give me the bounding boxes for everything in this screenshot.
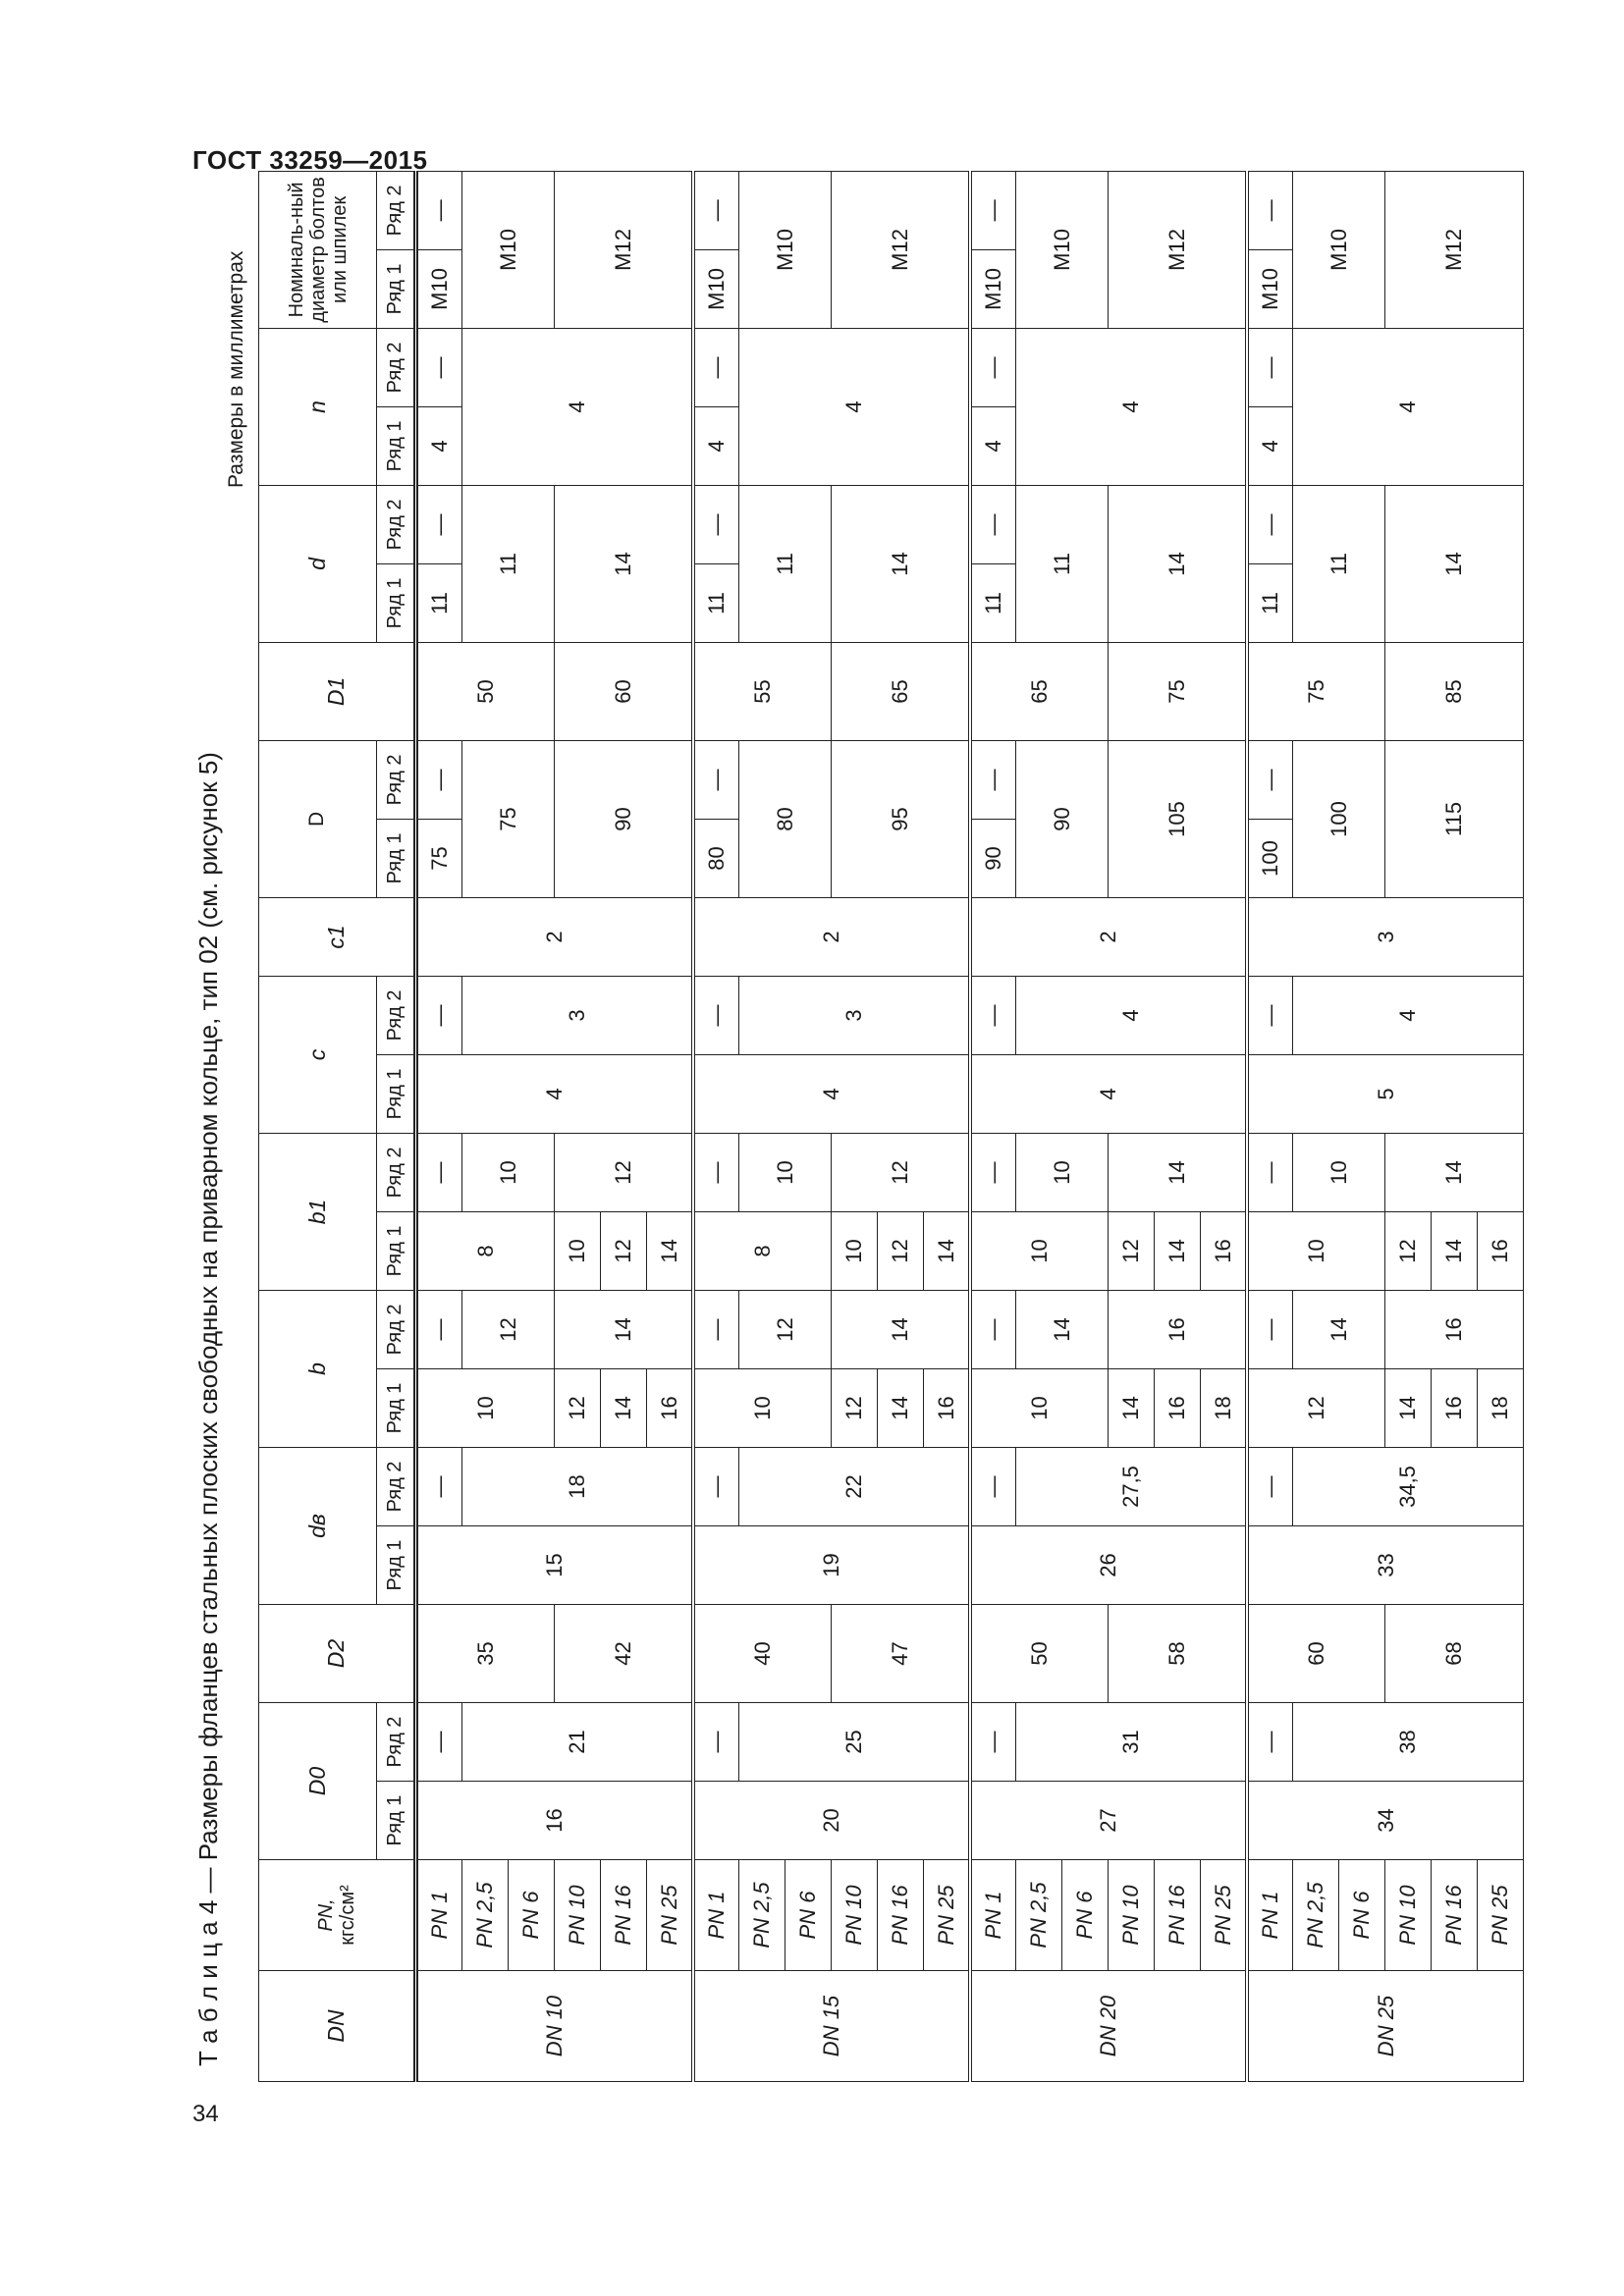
b1-ryad2-cell: 12 <box>555 1133 693 1211</box>
c-ryad1-cell: 4 <box>416 1054 693 1133</box>
d-ryad1-cell: 11 <box>1247 563 1293 642</box>
header-b: b <box>259 1290 377 1447</box>
d-ryad1-cell: 11 <box>693 563 739 642</box>
b1-ryad2: Ряд 2 <box>377 1133 416 1211</box>
header-d: d <box>259 485 377 642</box>
dv-ryad2-cell: 18 <box>462 1447 693 1525</box>
header-d0: D0 <box>259 1703 377 1860</box>
b-ryad1-cell: 12 <box>555 1368 601 1447</box>
D-ryad1-cell: 100 <box>1247 819 1293 897</box>
d-merged-cell: 14 <box>1385 485 1524 642</box>
header-d2: D2 <box>259 1605 416 1703</box>
bolt-merged-cell: М10 <box>1016 171 1109 328</box>
pn-cell: PN 16 <box>601 1860 647 1971</box>
b-ryad1-cell: 10 <box>970 1368 1109 1447</box>
b1-ryad1: Ряд 1 <box>377 1211 416 1290</box>
b1-ryad1-cell: 14 <box>647 1211 693 1290</box>
b-ryad1-cell: 18 <box>1201 1368 1247 1447</box>
b1-ryad2-cell: 14 <box>1109 1133 1247 1211</box>
bolt-merged-cell: М12 <box>555 171 693 328</box>
c-ryad1-cell: 4 <box>970 1054 1247 1133</box>
dv-ryad1: Ряд 1 <box>377 1526 416 1605</box>
pn-cell: PN 6 <box>1062 1860 1109 1971</box>
c-ryad2-cell: — <box>693 976 739 1054</box>
pn-cell: PN 16 <box>878 1860 924 1971</box>
b-ryad2-cell: — <box>416 1290 462 1368</box>
D-ryad1: Ряд 1 <box>377 819 416 897</box>
bolt-merged-cell: М10 <box>739 171 832 328</box>
dn-cell: DN 25 <box>1247 1971 1524 2082</box>
n-ryad2-cell: — <box>416 328 462 406</box>
b1-ryad2-cell: 10 <box>462 1133 555 1211</box>
pn-cell: PN 10 <box>555 1860 601 1971</box>
c-ryad2-cell: 3 <box>462 976 693 1054</box>
header-pn-symbol: PN, <box>314 1898 337 1932</box>
b1-ryad1-cell: 10 <box>555 1211 601 1290</box>
table-row <box>693 171 739 2081</box>
n-merged-cell: 4 <box>1293 328 1524 485</box>
d2-cell: 68 <box>1385 1605 1524 1703</box>
header-row-ryad <box>377 171 416 2081</box>
d-merged-cell: 14 <box>832 485 970 642</box>
header-row-symbols <box>259 171 377 2081</box>
c-ryad2-cell: — <box>1247 976 1293 1054</box>
c1-cell: 2 <box>416 897 693 976</box>
b-ryad1-cell: 10 <box>693 1368 832 1447</box>
b1-ryad1-cell: 14 <box>1432 1211 1478 1290</box>
bolt-ryad2-cell: — <box>693 171 739 249</box>
b-ryad1-cell: 16 <box>924 1368 970 1447</box>
d-ryad1: Ряд 1 <box>377 563 416 642</box>
d2-cell: 40 <box>693 1605 832 1703</box>
pn-cell: PN 6 <box>509 1860 555 1971</box>
dv-ryad2-cell: — <box>970 1447 1016 1525</box>
page-number: 34 <box>192 2101 219 2127</box>
b-ryad1-cell: 14 <box>601 1368 647 1447</box>
D-merged-cell: 100 <box>1293 740 1385 897</box>
b-ryad1-cell: 16 <box>1155 1368 1201 1447</box>
d0-ryad1: Ряд 1 <box>377 1782 416 1860</box>
d0-ryad2-cell: — <box>1247 1703 1293 1782</box>
b1-ryad2-cell: — <box>1247 1133 1293 1211</box>
bolt-ryad1: Ряд 1 <box>377 249 416 328</box>
d-ryad1-cell: 11 <box>970 563 1016 642</box>
bolt-ryad2-cell: — <box>970 171 1016 249</box>
D-merged-cell: 105 <box>1109 740 1247 897</box>
pn-cell: PN 1 <box>970 1860 1016 1971</box>
b1-ryad1-cell: 12 <box>878 1211 924 1290</box>
b-ryad2-cell: 14 <box>555 1290 693 1368</box>
D-ryad2-cell: — <box>693 740 739 819</box>
pn-cell: PN 25 <box>924 1860 970 1971</box>
header-pn <box>259 1860 416 1971</box>
pn-cell: PN 10 <box>832 1860 878 1971</box>
units-note: Размеры в миллиметрах <box>225 250 247 488</box>
b1-ryad2-cell: 10 <box>1016 1133 1109 1211</box>
d-ryad2-cell: — <box>1247 485 1293 563</box>
dv-ryad2-cell: — <box>693 1447 739 1525</box>
n-merged-cell: 4 <box>739 328 970 485</box>
d-ryad1-cell: 11 <box>416 563 462 642</box>
D1-cell: 60 <box>555 642 693 740</box>
b-ryad2: Ряд 2 <box>377 1290 416 1368</box>
pn-cell: PN 6 <box>1339 1860 1385 1971</box>
c-ryad1-cell: 5 <box>1247 1054 1524 1133</box>
c-ryad2-cell: 3 <box>739 976 970 1054</box>
bolt-ryad2-cell: — <box>416 171 462 249</box>
d0-ryad2-cell: — <box>416 1703 462 1782</box>
pn-cell: PN 2,5 <box>1293 1860 1339 1971</box>
b1-ryad2-cell: — <box>970 1133 1016 1211</box>
pn-cell: PN 25 <box>1201 1860 1247 1971</box>
d-ryad2-cell: — <box>693 485 739 563</box>
pn-cell: PN 2,5 <box>739 1860 785 1971</box>
dv-ryad2-cell: — <box>1247 1447 1293 1525</box>
D-merged-cell: 75 <box>462 740 555 897</box>
d2-cell: 47 <box>832 1605 970 1703</box>
table-row <box>1247 171 1293 2081</box>
D-ryad2-cell: — <box>1247 740 1293 819</box>
b-ryad2-cell: 14 <box>1293 1290 1385 1368</box>
n-ryad1-cell: 4 <box>693 406 739 485</box>
b1-ryad2-cell: 10 <box>1293 1133 1385 1211</box>
dv-ryad2-cell: — <box>416 1447 462 1525</box>
D1-cell: 85 <box>1385 642 1524 740</box>
b1-ryad1-cell: 10 <box>1247 1211 1385 1290</box>
pn-cell: PN 1 <box>693 1860 739 1971</box>
dv-ryad2-cell: 34,5 <box>1293 1447 1524 1525</box>
b1-ryad2-cell: 10 <box>739 1133 832 1211</box>
D-merged-cell: 90 <box>555 740 693 897</box>
b-ryad1-cell: 14 <box>1385 1368 1432 1447</box>
pn-cell: PN 6 <box>785 1860 832 1971</box>
D1-cell: 65 <box>970 642 1109 740</box>
d2-cell: 42 <box>555 1605 693 1703</box>
d-merged-cell: 14 <box>1109 485 1247 642</box>
pn-cell: PN 10 <box>1109 1860 1155 1971</box>
pn-cell: PN 2,5 <box>1016 1860 1062 1971</box>
b-ryad1-cell: 14 <box>878 1368 924 1447</box>
dv-ryad1-cell: 19 <box>693 1526 970 1605</box>
b1-ryad1-cell: 12 <box>601 1211 647 1290</box>
n-ryad1-cell: 4 <box>416 406 462 485</box>
dn-cell: DN 20 <box>970 1971 1247 2082</box>
b1-ryad2-cell: — <box>416 1133 462 1211</box>
pn-cell: PN 25 <box>1478 1860 1524 1971</box>
n-ryad1-cell: 4 <box>1247 406 1293 485</box>
b1-ryad1-cell: 16 <box>1478 1211 1524 1290</box>
dv-ryad1-cell: 15 <box>416 1526 693 1605</box>
bolt-ryad1-cell: М10 <box>970 249 1016 328</box>
b1-ryad1-cell: 12 <box>1109 1211 1155 1290</box>
d2-cell: 35 <box>416 1605 555 1703</box>
bolt-ryad1-cell: М10 <box>693 249 739 328</box>
dn-cell: DN 15 <box>693 1971 970 2082</box>
n-ryad2: Ряд 2 <box>377 328 416 406</box>
c-ryad2-cell: 4 <box>1016 976 1247 1054</box>
b1-ryad1-cell: 12 <box>1385 1211 1432 1290</box>
d0-ryad1-cell: 27 <box>970 1782 1247 1860</box>
b-ryad2-cell: — <box>1247 1290 1293 1368</box>
d0-ryad2: Ряд 2 <box>377 1703 416 1782</box>
b1-ryad1-cell: 14 <box>1155 1211 1201 1290</box>
b1-ryad1-cell: 10 <box>970 1211 1109 1290</box>
D-ryad2-cell: — <box>416 740 462 819</box>
b-ryad2-cell: 14 <box>832 1290 970 1368</box>
table-row <box>416 171 462 2081</box>
rotated-table-container <box>258 177 1520 2082</box>
b1-ryad1-cell: 16 <box>1201 1211 1247 1290</box>
b1-ryad2-cell: 14 <box>1385 1133 1524 1211</box>
bolt-ryad2: Ряд 2 <box>377 171 416 249</box>
D-ryad1-cell: 90 <box>970 819 1016 897</box>
d-merged-cell: 11 <box>1016 485 1109 642</box>
D-ryad2: Ряд 2 <box>377 740 416 819</box>
b1-ryad1-cell: 8 <box>693 1211 832 1290</box>
b-ryad2-cell: — <box>970 1290 1016 1368</box>
D-merged-cell: 80 <box>739 740 832 897</box>
flange-dimensions-table <box>258 171 1524 2082</box>
table-row <box>970 171 1016 2081</box>
b-ryad1-cell: 14 <box>1109 1368 1155 1447</box>
dn-cell: DN 10 <box>416 1971 693 2082</box>
D1-cell: 75 <box>1247 642 1385 740</box>
dv-ryad1-cell: 26 <box>970 1526 1247 1605</box>
header-dn: DN <box>259 1971 416 2082</box>
header-D: D <box>259 740 377 897</box>
d2-cell: 50 <box>970 1605 1109 1703</box>
n-ryad1-cell: 4 <box>970 406 1016 485</box>
D-merged-cell: 115 <box>1385 740 1524 897</box>
b-ryad2-cell: 16 <box>1385 1290 1524 1368</box>
D1-cell: 50 <box>416 642 555 740</box>
pn-cell: PN 1 <box>1247 1860 1293 1971</box>
b-ryad2-cell: 12 <box>462 1290 555 1368</box>
d0-ryad2-cell: — <box>970 1703 1016 1782</box>
d-ryad2-cell: — <box>970 485 1016 563</box>
d0-ryad1-cell: 20 <box>693 1782 970 1860</box>
header-c1: c1 <box>259 897 416 976</box>
n-ryad2-cell: — <box>693 328 739 406</box>
d-merged-cell: 14 <box>555 485 693 642</box>
b1-ryad1-cell: 8 <box>416 1211 555 1290</box>
D1-cell: 75 <box>1109 642 1247 740</box>
b-ryad2-cell: — <box>693 1290 739 1368</box>
c-ryad2: Ряд 2 <box>377 976 416 1054</box>
b-ryad1-cell: 18 <box>1478 1368 1524 1447</box>
header-dv: dв <box>259 1447 377 1604</box>
D-ryad1-cell: 80 <box>693 819 739 897</box>
pn-cell: PN 10 <box>1385 1860 1432 1971</box>
b-ryad1-cell: 16 <box>647 1368 693 1447</box>
D-ryad2-cell: — <box>970 740 1016 819</box>
c-ryad1: Ряд 1 <box>377 1054 416 1133</box>
bolt-merged-cell: М12 <box>832 171 970 328</box>
d0-ryad2-cell: 21 <box>462 1703 693 1782</box>
bolt-merged-cell: М12 <box>1385 171 1524 328</box>
D-ryad1-cell: 75 <box>416 819 462 897</box>
document-header: ГОСТ 33259—2015 <box>192 145 428 175</box>
b-ryad1: Ряд 1 <box>377 1368 416 1447</box>
d0-ryad1-cell: 34 <box>1247 1782 1524 1860</box>
d-merged-cell: 11 <box>462 485 555 642</box>
dv-ryad1-cell: 33 <box>1247 1526 1524 1605</box>
b-ryad1-cell: 10 <box>416 1368 555 1447</box>
d0-ryad2-cell: 38 <box>1293 1703 1524 1782</box>
bolt-merged-cell: М10 <box>462 171 555 328</box>
b1-ryad1-cell: 14 <box>924 1211 970 1290</box>
bolt-merged-cell: М12 <box>1109 171 1247 328</box>
d2-cell: 60 <box>1247 1605 1385 1703</box>
table-body <box>416 171 1524 2081</box>
d0-ryad1-cell: 16 <box>416 1782 693 1860</box>
b-ryad1-cell: 12 <box>1247 1368 1385 1447</box>
pn-cell: PN 25 <box>647 1860 693 1971</box>
d-ryad2: Ряд 2 <box>377 485 416 563</box>
c-ryad2-cell: 4 <box>1293 976 1524 1054</box>
d2-cell: 58 <box>1109 1605 1247 1703</box>
table-caption: Т а б л и ц а 4 — Размеры фланцев стальных плоских свободных на приварном кольце, тип 02 (см. рисунок 5) <box>193 752 223 2066</box>
n-merged-cell: 4 <box>1016 328 1247 485</box>
d0-ryad2-cell: 25 <box>739 1703 970 1782</box>
d-merged-cell: 11 <box>739 485 832 642</box>
header-bolt-diameter: Номиналь-ный диаметр болтов или шпилек <box>259 171 377 328</box>
bolt-ryad2-cell: — <box>1247 171 1293 249</box>
D1-cell: 55 <box>693 642 832 740</box>
n-ryad1: Ряд 1 <box>377 406 416 485</box>
dv-ryad2-cell: 27,5 <box>1016 1447 1247 1525</box>
header-n: n <box>259 328 377 485</box>
header-b1: b1 <box>259 1133 377 1290</box>
c1-cell: 2 <box>970 897 1247 976</box>
pn-cell: PN 1 <box>416 1860 462 1971</box>
n-ryad2-cell: — <box>1247 328 1293 406</box>
c-ryad1-cell: 4 <box>693 1054 970 1133</box>
bolt-ryad1-cell: М10 <box>1247 249 1293 328</box>
header-pn-unit: кгс/см² <box>336 1885 358 1946</box>
header-D1: D1 <box>259 642 416 740</box>
d-merged-cell: 11 <box>1293 485 1385 642</box>
c1-cell: 2 <box>693 897 970 976</box>
d0-ryad2-cell: 31 <box>1016 1703 1247 1782</box>
b-ryad2-cell: 12 <box>739 1290 832 1368</box>
dv-ryad2-cell: 22 <box>739 1447 970 1525</box>
bolt-ryad1-cell: М10 <box>416 249 462 328</box>
header-c: c <box>259 976 377 1133</box>
table-header <box>259 171 416 2081</box>
D-merged-cell: 95 <box>832 740 970 897</box>
D1-cell: 65 <box>832 642 970 740</box>
d0-ryad2-cell: — <box>693 1703 739 1782</box>
b1-ryad2-cell: 12 <box>832 1133 970 1211</box>
n-merged-cell: 4 <box>462 328 693 485</box>
pn-cell: PN 2,5 <box>462 1860 509 1971</box>
b-ryad2-cell: 16 <box>1109 1290 1247 1368</box>
b1-ryad1-cell: 10 <box>832 1211 878 1290</box>
c-ryad2-cell: — <box>970 976 1016 1054</box>
D-merged-cell: 90 <box>1016 740 1109 897</box>
d-ryad2-cell: — <box>416 485 462 563</box>
b-ryad1-cell: 16 <box>1432 1368 1478 1447</box>
n-ryad2-cell: — <box>970 328 1016 406</box>
dv-ryad2: Ряд 2 <box>377 1447 416 1525</box>
bolt-merged-cell: М10 <box>1293 171 1385 328</box>
b-ryad1-cell: 12 <box>832 1368 878 1447</box>
b-ryad2-cell: 14 <box>1016 1290 1109 1368</box>
pn-cell: PN 16 <box>1155 1860 1201 1971</box>
c1-cell: 3 <box>1247 897 1524 976</box>
b1-ryad2-cell: — <box>693 1133 739 1211</box>
c-ryad2-cell: — <box>416 976 462 1054</box>
pn-cell: PN 16 <box>1432 1860 1478 1971</box>
